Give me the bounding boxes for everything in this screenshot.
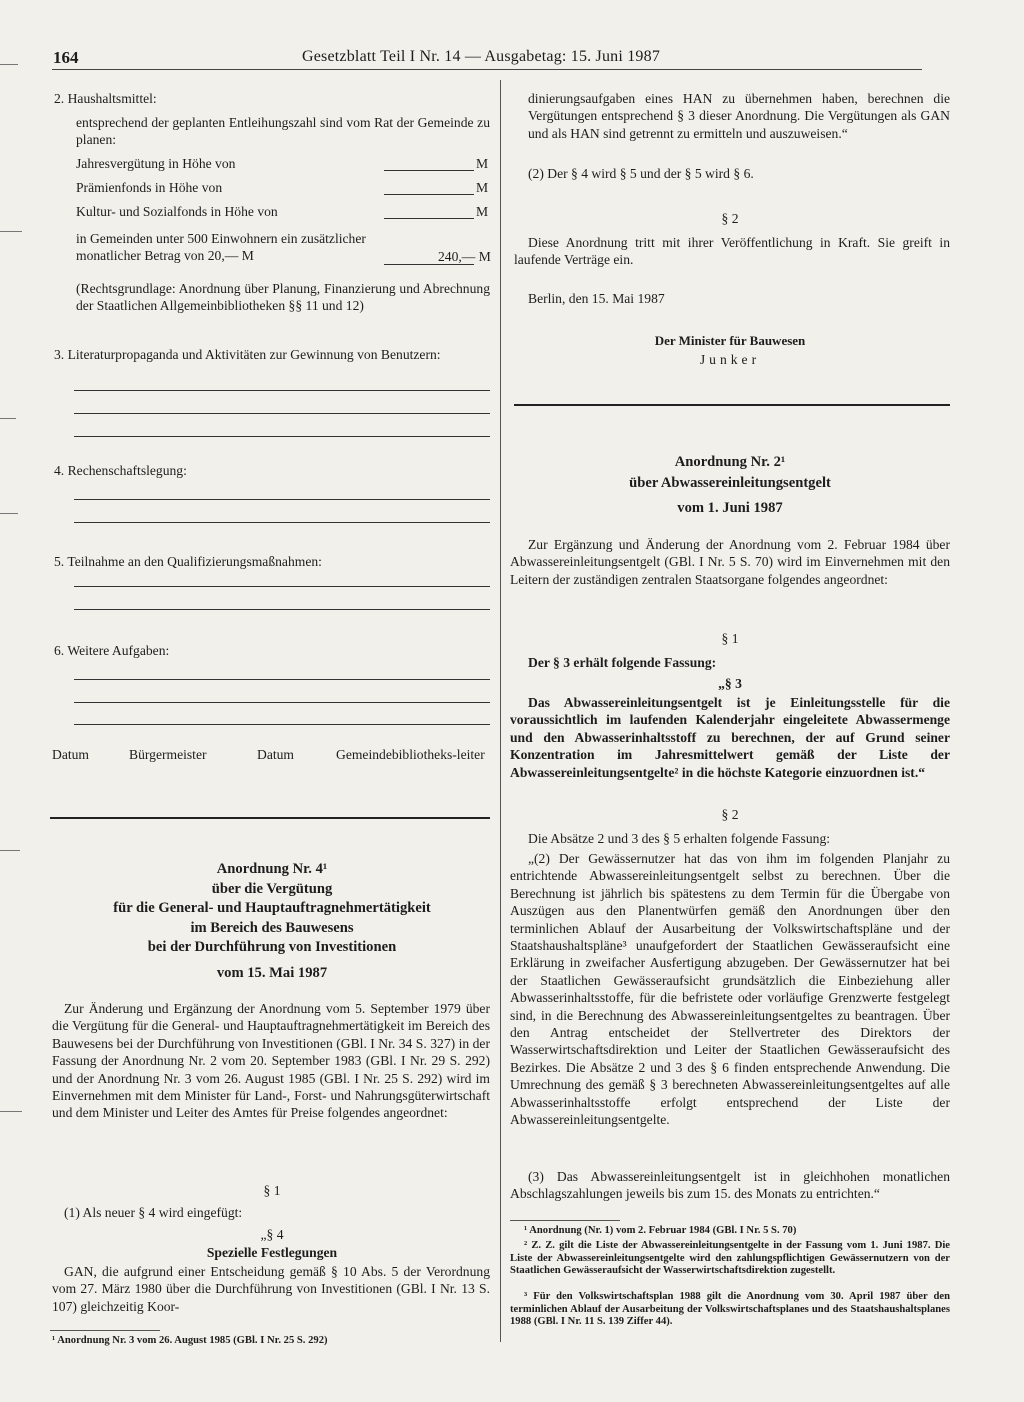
order4-date: vom 15. Mai 1987 — [216, 965, 328, 981]
order4-title-line: über die Vergütung — [211, 880, 333, 897]
page-header-title: Gesetzblatt Teil I Nr. 14 — Ausgabetag: 15. Juni 1987 — [302, 48, 661, 65]
order2-footnote: ¹ Anordnung (Nr. 1) vom 2. Februar 1984 (GBl. I Nr. 5 S. 70) — [524, 1225, 797, 1236]
order2-s3: „§ 3 — [718, 676, 742, 691]
order4-s1-text: (1) Als neuer § 4 wird eingefügt: — [64, 1205, 243, 1220]
item-6: 6. Weitere Aufgaben: — [54, 643, 170, 658]
order2-s3-text: Das Abwassereinleitungsentgelt ist je Einleitungsstelle für die voraussichtlich im laufenden Kalenderjahr eingeleitete Abwassermenge und den Abwasserinhaltsstoff zu berechnen, der auf Grund seiner Konzentration im Jahresmittelwert gemäß der Liste der Abwassereinleitungsentgelte² in die höchste Kategorie einzuordnen ist.“ — [510, 695, 950, 780]
budget-line-label: Jahresvergütung in Höhe von — [76, 156, 236, 171]
section-rule — [514, 404, 950, 406]
budget-line-blank — [384, 218, 474, 219]
order2-date: vom 1. Juni 1987 — [677, 500, 783, 516]
margin-mark — [0, 513, 18, 514]
order2-s2-para3: (3) Das Abwassereinleitungsentgelt ist in gleichhohen monatlichen Abschlagszahlungen jeweils bis zum 15. des Monats zu entrichten.“ — [510, 1169, 950, 1202]
footnote-rule — [510, 1220, 620, 1221]
margin-mark — [0, 64, 18, 65]
order2-s1: § 1 — [721, 631, 739, 646]
order2-title-line: über Abwassereinleitungsentgelt — [629, 475, 831, 491]
budget-line-blank — [384, 194, 474, 195]
blank-line — [74, 609, 490, 610]
budget-line-blank — [384, 170, 474, 171]
order4-title — [52, 860, 492, 958]
blank-line — [74, 586, 490, 587]
signature-librarian: Gemeindebibliotheks-leiter — [336, 747, 485, 762]
item-4: 4. Rechenschaftslegung: — [54, 463, 187, 478]
margin-mark — [0, 231, 22, 232]
order4-title-line: für die General- und Hauptauftragnehmertätigkeit — [113, 900, 431, 917]
signature-date-1: Datum — [52, 747, 89, 762]
small-town-value-line — [384, 264, 474, 265]
order2-footnote: ³ Für den Volkswirtschaftsplan 1988 gilt die Anordnung vom 30. April 1987 über den terminlichen Ablauf der Ausarbeitung der Volkswirtschaftsplanes und des Staatshaushaltsplanes 1988 (GBl. I Nr. 11 S. 139 Ziffer 44). — [510, 1291, 950, 1328]
place-date: Berlin, den 15. Mai 1987 — [528, 291, 665, 306]
order4-para2: (2) Der § 4 wird § 5 und der § 5 wird § 6. — [528, 166, 754, 181]
order4-continuation: dinierungsaufgaben eines HAN zu übernehmen haben, berechnen die Vergütungen entsprechend § 3 dieser Anordnung. Die Vergütungen als GAN und als HAN sind getrennt zu ermitteln und auszuweisen.“ — [528, 91, 950, 141]
order4-s2: § 2 — [721, 211, 739, 226]
order4-title-line: Anordnung Nr. 4¹ — [216, 861, 328, 877]
margin-mark — [0, 1111, 22, 1112]
order2-s2: § 2 — [721, 807, 739, 822]
order4-intro: Zur Änderung und Ergänzung der Anordnung vom 5. September 1979 über die Vergütung für die General- und Hauptauftragnehmertätigkeit im Bereich des Bauwesens bei der Durchführung von Investitionen (GBl. I Nr. 34 S. 327) in der Fassung der Anordnung Nr. 2 vom 20. September 1983 (GBl. I Nr. 29 S. 292) und der Anordnung Nr. 3 vom 26. August 1985 (GBl. I Nr. 25 S. 292) wird im Einvernehmen mit dem Minister für Land-, Forst- und Nahrungsgüterwirtschaft und dem Minister und Leiter des Amtes für Preise folgendes angeordnet: — [52, 1001, 490, 1121]
signature-mayor: Bürgermeister — [129, 747, 207, 762]
order2-footnote: ² Z. Z. gilt die Liste der Abwassereinleitungsentgelte in der Fassung vom 1. Juni 1987. Die Liste der Abwassereinleitungsentgelte wird den zahlungspflichtigen Gewässernutzern von der Staatlichen Gewässeraufsicht der Wasserwirtschaftsdirektion zugestellt. — [510, 1240, 950, 1277]
item-3: 3. Literaturpropaganda und Aktivitäten zur Gewinnung von Benutzern: — [54, 347, 441, 362]
order4-s1: § 1 — [263, 1183, 281, 1198]
order2-s2-intro: Die Absätze 2 und 3 des § 5 erhalten folgende Fassung: — [528, 831, 831, 846]
order2-intro: Zur Ergänzung und Änderung der Anordnung vom 2. Februar 1984 über Abwassereinleitungsentgelt (GBl. I Nr. 5 S. 70) wird im Einvernehmen mit den Leitern der zuständigen zentralen Staatsorgane folgendes angeordnet: — [510, 537, 950, 587]
small-town-text: in Gemeinden unter 500 Einwohnern ein zusätzlicher monatlicher Betrag von 20,— M — [76, 231, 366, 264]
order4-title-line: im Bereich des Bauwesens — [190, 919, 354, 936]
item-2-label: 2. Haushaltsmittel: — [54, 91, 157, 106]
budget-line-unit: M — [476, 156, 489, 171]
blank-line — [74, 436, 490, 437]
signature-date-2: Datum — [257, 747, 294, 762]
order4-title-line: bei der Durchführung von Investitionen — [147, 939, 397, 956]
column-divider — [500, 80, 501, 1342]
order2-s1-text: Der § 3 erhält folgende Fassung: — [528, 655, 717, 670]
budget-line-unit: M — [476, 180, 489, 195]
order4-s4: „§ 4 — [260, 1227, 284, 1242]
small-town-value: 240,— M — [438, 249, 491, 264]
order2-title — [510, 452, 950, 494]
blank-line — [74, 390, 490, 391]
page-number: 164 — [53, 48, 79, 67]
blank-line — [74, 679, 490, 680]
budget-line-unit: M — [476, 204, 489, 219]
budget-line-label: Kultur- und Sozialfonds in Höhe von — [76, 204, 278, 219]
header-rule — [52, 69, 922, 70]
blank-line — [74, 413, 490, 414]
item-2-intro: entsprechend der geplanten Entleihungszahl sind vom Rat der Gemeinde zu planen: — [76, 115, 490, 148]
margin-mark — [0, 418, 16, 419]
blank-line — [74, 522, 490, 523]
order2-title-line: Anordnung Nr. 2¹ — [674, 454, 786, 470]
order2-s2-para2: „(2) Der Gewässernutzer hat das von ihm im folgenden Planjahr zu entrichtende Abwassereinleitungsentgelt selbst zu berechnen. Über die Berechnung ist jährlich bis spätestens zu dem Termin für die Übergabe von Auszügen aus den Planentwürfen gemäß den Anordnungen über den terminlichen Ablauf der Ausarbeitung der Volkswirtschaftspläne und der Staatshaushaltspläne³ unaufgefordert der Staatlichen Gewässeraufsicht eine Erklärung in zweifacher Ausfertigung abzugeben. Der Gewässernutzer hat bei der Staatlichen Gewässeraufsicht grundsätzlich die Einbeziehung aller Abwasserinhaltsstoffe, für die befristete oder vorläufige Grenzwerte festgelegt sind, in die Berechnung des Abwassereinleitungsentgeltes zu beantragen. Über den Antrag entscheidet der Stellvertreter des Direktors der Wasserwirtschaftsdirektion und Leiter der Staatlichen Gewässeraufsicht des Bezirkes. Die Absätze 2 und 3 des § 6 finden entsprechende Anwendung. Die Umrechnung des gemäß § 3 berechneten Abwassereinleitungsentgeltes auf alle Abwasserinhaltsstoffe erfolgt entsprechend der Liste der Abwassereinleitungsentgelte. — [510, 851, 950, 1128]
section-rule — [50, 817, 490, 819]
footnote-rule — [50, 1330, 160, 1331]
legal-basis: (Rechtsgrundlage: Anordnung über Planung, Finanzierung und Abrechnung der Staatlichen Allgemeinbibliotheken §§ 11 und 12) — [76, 281, 490, 314]
order4-s2-text: Diese Anordnung tritt mit ihrer Veröffentlichung in Kraft. Sie greift in laufende Verträge ein. — [514, 235, 950, 268]
blank-line — [74, 724, 490, 725]
item-5: 5. Teilnahme an den Qualifizierungsmaßnahmen: — [54, 554, 322, 569]
order4-footnote: ¹ Anordnung Nr. 3 vom 26. August 1985 (GBl. I Nr. 25 S. 292) — [52, 1335, 328, 1346]
minister-name: Junker — [699, 352, 761, 367]
budget-line-label: Prämienfonds in Höhe von — [76, 180, 223, 195]
margin-mark — [0, 850, 20, 851]
blank-line — [74, 702, 490, 703]
minister-title: Der Minister für Bauwesen — [654, 333, 806, 348]
order4-s4-text: GAN, die aufgrund einer Entscheidung gemäß § 10 Abs. 5 der Verordnung vom 27. März 1980 über die Durchführung von Investitionen (GBl. I Nr. 13 S. 107) gleichzeitig Koor- — [52, 1264, 490, 1314]
blank-line — [74, 499, 490, 500]
order4-s4-title: Spezielle Festlegungen — [206, 1245, 338, 1260]
